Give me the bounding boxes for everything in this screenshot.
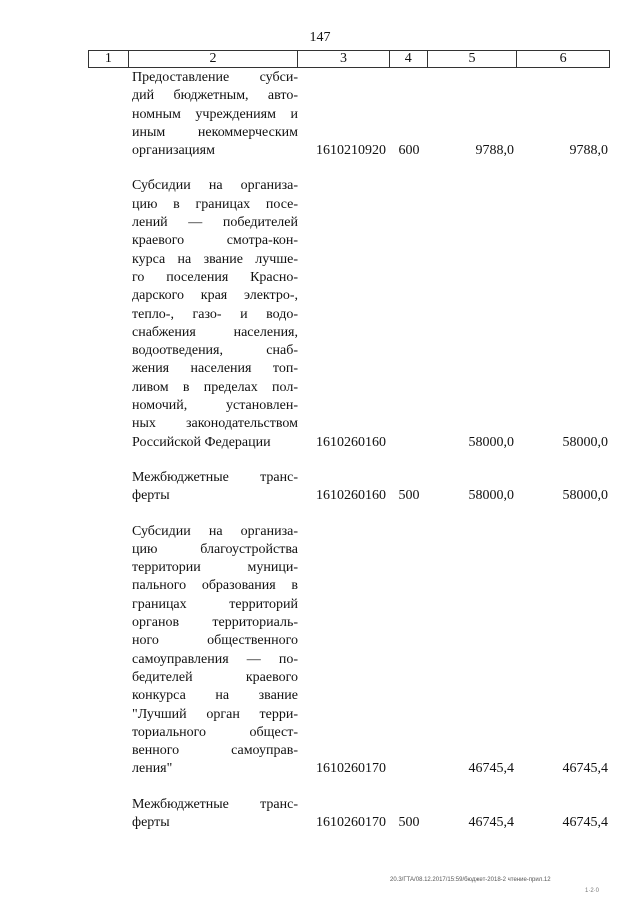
row-name-line: территории муници- — [132, 560, 298, 576]
row-name-line: иным некоммерческим — [132, 124, 298, 140]
row-name-line: цию в границах посе- — [132, 196, 298, 212]
row-name-line: органов территориаль- — [132, 615, 298, 631]
row-name-line: ториального общест- — [132, 724, 298, 740]
row-name-line: тепло-, газо- и водо- — [132, 306, 298, 322]
header-col-6: 6 — [559, 51, 567, 66]
table-row — [88, 469, 610, 506]
row-name-line: "Лучший орган терри- — [132, 706, 298, 722]
row-code: 1610260170 — [316, 814, 386, 830]
row-name-line: Предоставление субси- — [132, 70, 298, 85]
row-name-line: дий бюджетным, авто- — [132, 88, 298, 104]
header-col-1: 1 — [89, 51, 129, 67]
row-amount-col6: 9788,0 — [569, 143, 608, 159]
row-name-line: водоотведения, снаб- — [132, 343, 298, 359]
row-amount-col5: 46745,4 — [468, 761, 514, 777]
row-name — [128, 177, 298, 451]
row-name-line: ливом в пределах пол- — [132, 379, 298, 395]
row-name-line: пального образования в — [132, 578, 298, 594]
row-name-line: Субсидии на организа- — [132, 178, 298, 194]
table-row — [88, 796, 610, 833]
row-amount-col5: 58000,0 — [468, 434, 514, 450]
row-name-line: бедителей краевого — [132, 669, 298, 685]
row-name-line: го поселения Красно- — [132, 269, 298, 285]
row-code: 1610260160 — [316, 434, 386, 450]
row-name-line: Межбюджетные транс- — [132, 796, 298, 812]
row-name-line: ферты — [132, 814, 170, 830]
row-name-line: снабжения населения, — [132, 324, 298, 340]
footer-stamp: 20.3/ГТА/08.12.2017/15:59/бюджет-2018-2 чтение-прил.12 — [390, 877, 551, 883]
row-amount-col5: 46745,4 — [468, 814, 514, 830]
header-col-4: 4 — [390, 51, 428, 67]
row-name-line: Субсидии на организа- — [132, 523, 298, 539]
row-name-line: самоуправления — по- — [132, 651, 298, 667]
row-name — [128, 523, 298, 779]
row-name-line: дарского края электро-, — [132, 288, 298, 304]
row-amount-col5: 58000,0 — [468, 488, 514, 504]
table-row — [88, 523, 610, 779]
row-amount-col5: 9788,0 — [475, 143, 514, 159]
header-col-2: 2 — [129, 51, 298, 67]
table-body — [88, 69, 610, 849]
row-code: 1610260170 — [316, 761, 386, 777]
row-name-line: ного общественного — [132, 633, 298, 649]
row-name-line: венного самоуправ- — [132, 743, 298, 759]
table-header — [88, 50, 610, 68]
row-amount-col6: 58000,0 — [562, 434, 608, 450]
row-name-line: номным учреждениям и — [132, 106, 298, 122]
row-name-line: организациям — [132, 143, 215, 159]
row-name-line: ных законодательством — [132, 416, 298, 432]
page-number: 147 — [309, 30, 331, 45]
header-col-5: 5 — [428, 51, 518, 67]
row-name-line: ления" — [132, 761, 173, 777]
row-name — [128, 796, 298, 833]
table-row — [88, 69, 610, 160]
header-col-3: 3 — [298, 51, 390, 67]
row-expense-type: 600 — [398, 143, 420, 159]
row-name-line: ферты — [132, 488, 170, 504]
row-name-line: краевого смотра-кон- — [132, 233, 298, 249]
row-amount-col6: 46745,4 — [562, 814, 608, 830]
row-name-line: цию благоустройства — [132, 541, 298, 557]
row-expense-type: 500 — [398, 488, 420, 504]
row-code: 1610260160 — [316, 488, 386, 504]
row-name-line: границах территорий — [132, 596, 298, 612]
row-name — [128, 469, 298, 506]
row-name-line: курса на звание лучше- — [132, 251, 298, 267]
row-name-line: жения населения топ- — [132, 361, 298, 377]
row-name — [128, 69, 298, 160]
row-name-line: номочий, установлен- — [132, 398, 298, 414]
table-row — [88, 177, 610, 451]
row-name-line: конкурса на звание — [132, 688, 298, 704]
row-code: 1610210920 — [316, 143, 386, 159]
row-name-line: Российской Федерации — [132, 434, 271, 450]
row-amount-col6: 58000,0 — [562, 488, 608, 504]
row-expense-type: 500 — [398, 814, 420, 830]
row-name-line: Межбюджетные транс- — [132, 469, 298, 485]
row-name-line: лений — победителей — [132, 215, 298, 231]
footer-mark: 1·2·0 — [585, 888, 600, 894]
row-amount-col6: 46745,4 — [562, 761, 608, 777]
